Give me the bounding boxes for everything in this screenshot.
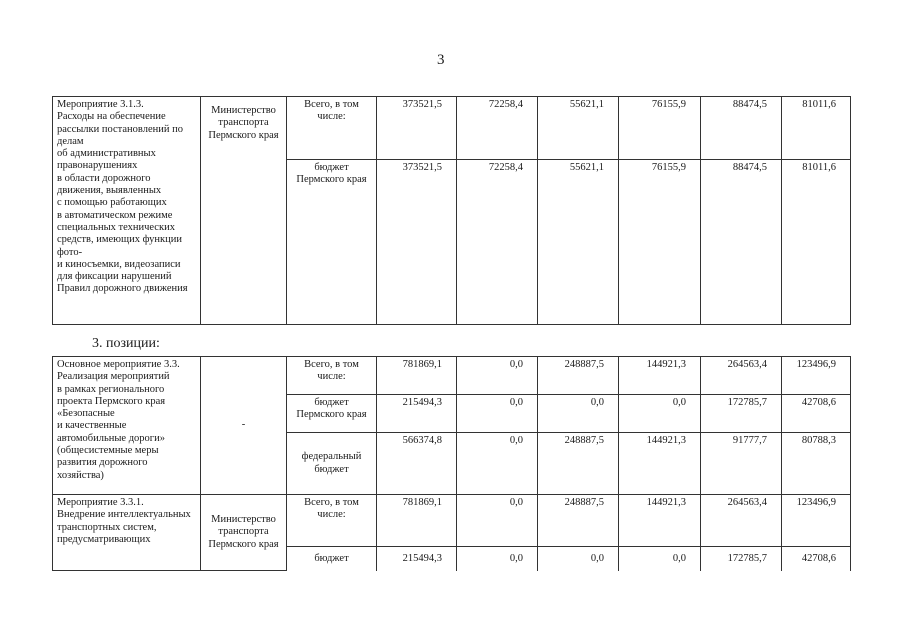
- value-cell: 42708,6: [782, 547, 851, 571]
- value-cell: 76155,9: [619, 97, 701, 160]
- value-cell: 0,0: [457, 357, 538, 395]
- value-cell: 123496,9: [782, 357, 851, 395]
- funding-source: Всего, в том числе:: [287, 357, 377, 395]
- value-cell: 144921,3: [619, 357, 701, 395]
- value-cell: 215494,3: [377, 547, 457, 571]
- value-cell: 264563,4: [701, 357, 782, 395]
- value-cell: 72258,4: [457, 160, 538, 325]
- value-cell: 91777,7: [701, 433, 782, 495]
- program-table-positions: [52, 356, 851, 571]
- value-cell: 42708,6: [782, 395, 851, 433]
- value-cell: 0,0: [619, 547, 701, 571]
- value-cell: 373521,5: [377, 160, 457, 325]
- value-cell: 144921,3: [619, 495, 701, 547]
- table-row: [53, 357, 851, 395]
- funding-source: бюджет Пермского края: [287, 395, 377, 433]
- value-cell: 172785,7: [701, 395, 782, 433]
- value-cell: 88474,5: [701, 160, 782, 325]
- value-cell: 76155,9: [619, 160, 701, 325]
- value-cell: 144921,3: [619, 433, 701, 495]
- page-number: 3: [437, 52, 445, 68]
- funding-source: федеральный бюджет: [287, 433, 377, 495]
- value-cell: 248887,5: [538, 357, 619, 395]
- value-cell: 0,0: [538, 547, 619, 571]
- value-cell: 781869,1: [377, 495, 457, 547]
- value-cell: 781869,1: [377, 357, 457, 395]
- value-cell: 0,0: [619, 395, 701, 433]
- value-cell: 264563,4: [701, 495, 782, 547]
- value-cell: 215494,3: [377, 395, 457, 433]
- executor-cell: Министерство транспорта Пермского края: [201, 97, 287, 325]
- value-cell: 80788,3: [782, 433, 851, 495]
- value-cell: 0,0: [538, 395, 619, 433]
- activity-description: Мероприятие 3.1.3. Расходы на обеспечение рассылки постановлений по делам об административных правонарушениях в области дорожного движения, выявленных с помощью работающих в автоматическом режиме специальных технических средств, имеющих функции фото- и киносъемки, видеозаписи для фиксации нарушений Правил дорожного движения: [53, 97, 201, 325]
- value-cell: 55621,1: [538, 160, 619, 325]
- value-cell: 172785,7: [701, 547, 782, 571]
- value-cell: 373521,5: [377, 97, 457, 160]
- funding-source: бюджет: [287, 547, 377, 571]
- value-cell: 248887,5: [538, 495, 619, 547]
- value-cell: 81011,6: [782, 97, 851, 160]
- value-cell: 566374,8: [377, 433, 457, 495]
- funding-source: Всего, в том числе:: [287, 495, 377, 547]
- table-row: [53, 97, 851, 160]
- section-title: 3. позиции:: [92, 336, 160, 351]
- value-cell: 55621,1: [538, 97, 619, 160]
- value-cell: 72258,4: [457, 97, 538, 160]
- activity-description: Мероприятие 3.3.1. Внедрение интеллектуальных транспортных систем, предусматривающих: [53, 495, 201, 571]
- value-cell: 88474,5: [701, 97, 782, 160]
- table-row: [53, 495, 851, 547]
- value-cell: 123496,9: [782, 495, 851, 547]
- value-cell: 0,0: [457, 547, 538, 571]
- value-cell: 0,0: [457, 395, 538, 433]
- value-cell: 81011,6: [782, 160, 851, 325]
- value-cell: 0,0: [457, 433, 538, 495]
- executor-cell: -: [201, 357, 287, 495]
- program-table-continued: [52, 96, 851, 325]
- activity-description: Основное мероприятие 3.3. Реализация мероприятий в рамках регионального проекта Пермского края «Безопасные и качественные автомобильные дороги» (общесистемные меры развития дорожного хозяйства): [53, 357, 201, 495]
- funding-source: Всего, в том числе:: [287, 97, 377, 160]
- executor-cell: Министерство транспорта Пермского края: [201, 495, 287, 571]
- value-cell: 248887,5: [538, 433, 619, 495]
- funding-source: бюджет Пермского края: [287, 160, 377, 325]
- value-cell: 0,0: [457, 495, 538, 547]
